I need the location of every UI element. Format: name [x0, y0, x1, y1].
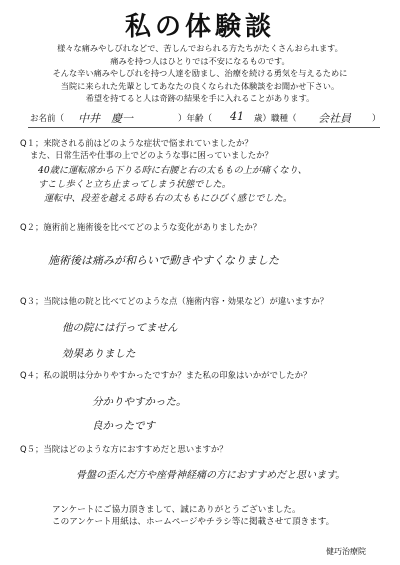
answer-4-line-2: 良かったです	[92, 420, 155, 432]
question-4: Q４；私の説明は分かりやすかったですか？また私の印象はいかがでしたか？	[20, 370, 312, 380]
job-value: 会社員	[318, 112, 351, 125]
answer-1-line: 40歳に運転席から下りる時に右腰と右の太ももの上が痛くなり、	[38, 165, 307, 176]
answer-1-line: 運転中、段差を越える時も右の太ももにひびく感じでした。	[44, 193, 293, 204]
intro-line: 痛みを持つ人はひとりでは不安になるものです。	[110, 55, 290, 66]
outro-line: このアンケート用紙は、ホームページやチラシ等に掲載させて頂きます。	[52, 517, 335, 527]
answer-3-line-2: 効果ありました	[62, 348, 136, 360]
clinic-name: 健巧治療院	[326, 547, 366, 556]
question-1	[20, 138, 273, 161]
profile-close: ）	[372, 114, 381, 124]
intro-line: 当院に来られた先輩としてあなたの良くなられた体験談をお聞かせ下さい。	[60, 80, 340, 91]
answer-5: 骨盤の歪んだ方や座骨神経痛の方におすすめだと思います。	[76, 470, 346, 481]
name-value: 中井 慶一	[78, 112, 133, 125]
outro-line: アンケートにご協力頂きまして、誠にありがとうございました。	[52, 505, 301, 515]
question-3: Q３；当院は他の院と比べてどのような点（施術内容・効果など）が違いますか？	[20, 296, 329, 306]
intro-line: そんな辛い痛みやしびれを持つ人達を励まし、治療を続ける勇気を与えるために	[52, 68, 348, 78]
age-value: 41	[230, 110, 244, 123]
question-1-line: Q１；来院される前はどのような症状で悩まれていましたか？	[20, 138, 253, 148]
outro-text	[52, 504, 334, 528]
intro-text	[20, 42, 380, 105]
job-label: 歳）職種（	[254, 114, 297, 124]
page-title: 私の体験談	[124, 12, 275, 42]
answer-2: 施術後は痛みが和らいで動きやすくなりました	[48, 254, 279, 267]
question-2: Q２；施術前と施術後を比べてどのような変化がありましたか？	[20, 222, 262, 232]
answer-1-line: すこし歩くと立ち止まってしまう状態でした。	[38, 179, 231, 190]
answer-3-line-1: 他の院には行ってません	[62, 322, 178, 334]
name-label: お名前（	[30, 114, 65, 124]
question-5: Q５；当院はどのような方におすすめだと思いますか？	[20, 444, 228, 454]
answer-4-line-1: 分かりやすかった。	[92, 396, 187, 408]
profile-underline	[28, 127, 380, 128]
intro-line: 様々な痛みやしびれなどで、苦しんでおられる方たちがたくさんおられます。	[57, 43, 343, 53]
answer-1	[38, 164, 307, 206]
intro-line: 希望を持てると人は奇跡の結果を手に入れることがあります。	[85, 93, 315, 103]
age-label: ）年齢（	[178, 114, 213, 124]
question-1-line: また、日常生活や仕事の上でどのような事に困っていましたか？	[30, 149, 273, 160]
